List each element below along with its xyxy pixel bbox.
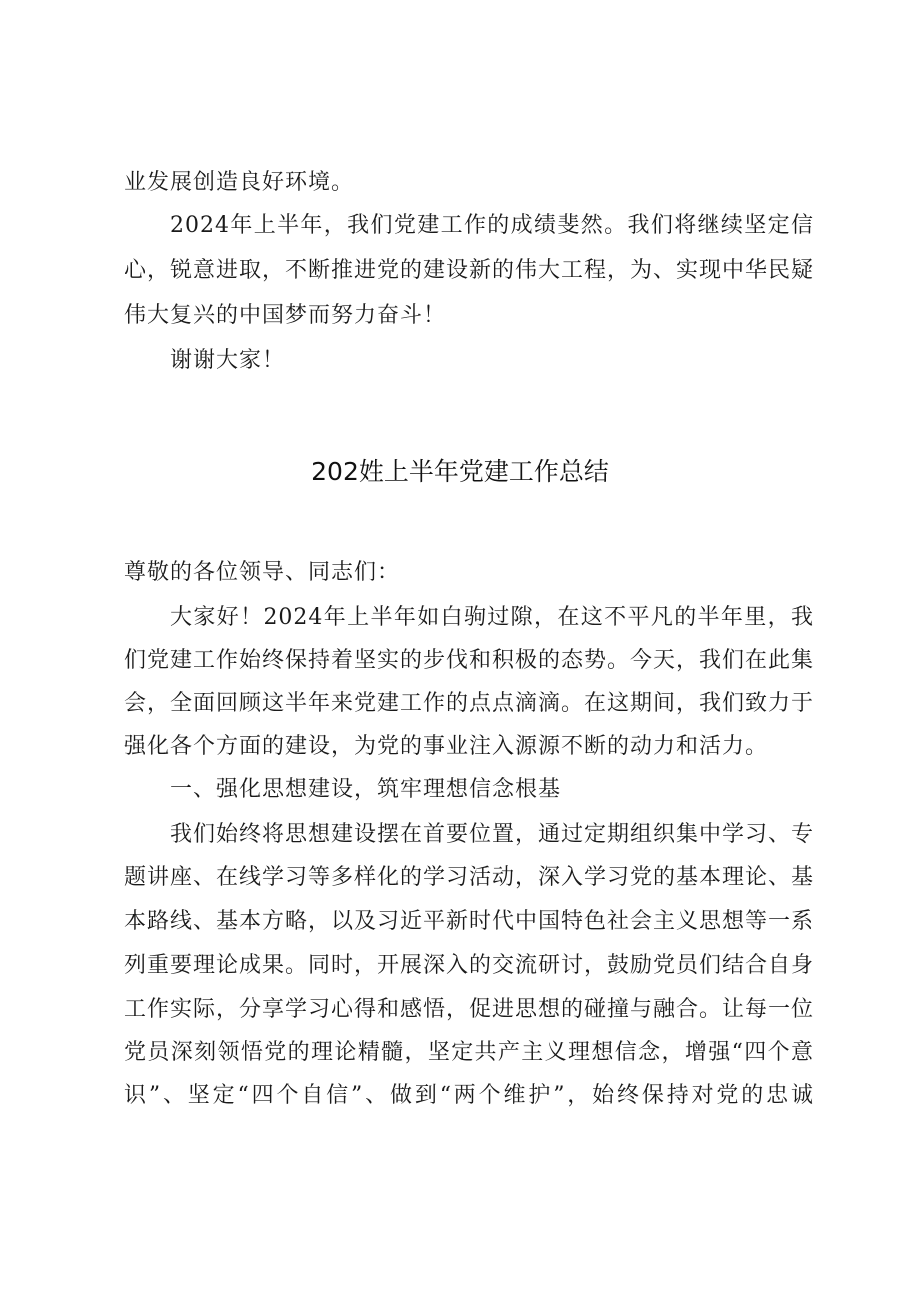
section-heading: 一、强化思想建设，筑牢理想信念根基 (170, 777, 562, 802)
closing-line-1: 业发展创造良好环境。 (124, 170, 355, 195)
section-line-7: 识”、坚定“四个自信”、做到“两个维护”，始终保持对党的忠诚 (124, 1083, 814, 1108)
intro-line-4: 强化各个方面的建设，为党的事业注入源源不断的动力和活力。 (124, 734, 769, 759)
intro-line-1: 大家好！2024年上半年如白驹过隙，在这不平凡的半年里，我 (170, 605, 814, 630)
closing-line-4: 伟大复兴的中国梦而努力奋斗！ (124, 303, 447, 328)
intro-line-2: 们党建工作始终保持着坚实的步伐和积极的态势。今天，我们在此集 (124, 648, 815, 673)
intro-line-3: 会，全面回顾这半年来党建工作的点点滴滴。在这期间，我们致力于 (124, 691, 815, 716)
document-title: 202姓上半年党建工作总结 (311, 457, 609, 486)
section-line-4: 列重要理论成果。同时，开展深入的交流研讨，鼓励党员们结合自身 (124, 953, 815, 978)
section-line-6: 党员深刻领悟党的理论精髓，坚定共产主义理想信念，增强“四个意 (124, 1040, 814, 1065)
closing-line-2: 2024年上半年，我们党建工作的成绩斐然。我们将继续坚定信 (170, 213, 814, 238)
section-line-5: 工作实际，分享学习心得和感悟，促进思想的碰撞与融合。让每一位 (124, 997, 815, 1022)
closing-line-3: 心，锐意进取，不断推进党的建设新的伟大工程，为、实现中华民疑 (124, 258, 815, 283)
salutation: 尊敬的各位领导、同志们： (124, 560, 401, 585)
section-line-2: 题讲座、在线学习等多样化的学习活动，深入学习党的基本理论、基 (124, 865, 815, 890)
thanks-line: 谢谢大家！ (170, 348, 286, 373)
section-line-3: 本路线、基本方略，以及习近平新时代中国特色社会主义思想等一系 (124, 909, 815, 934)
section-line-1: 我们始终将思想建设摆在首要位置，通过定期组织集中学习、专 (170, 822, 815, 847)
